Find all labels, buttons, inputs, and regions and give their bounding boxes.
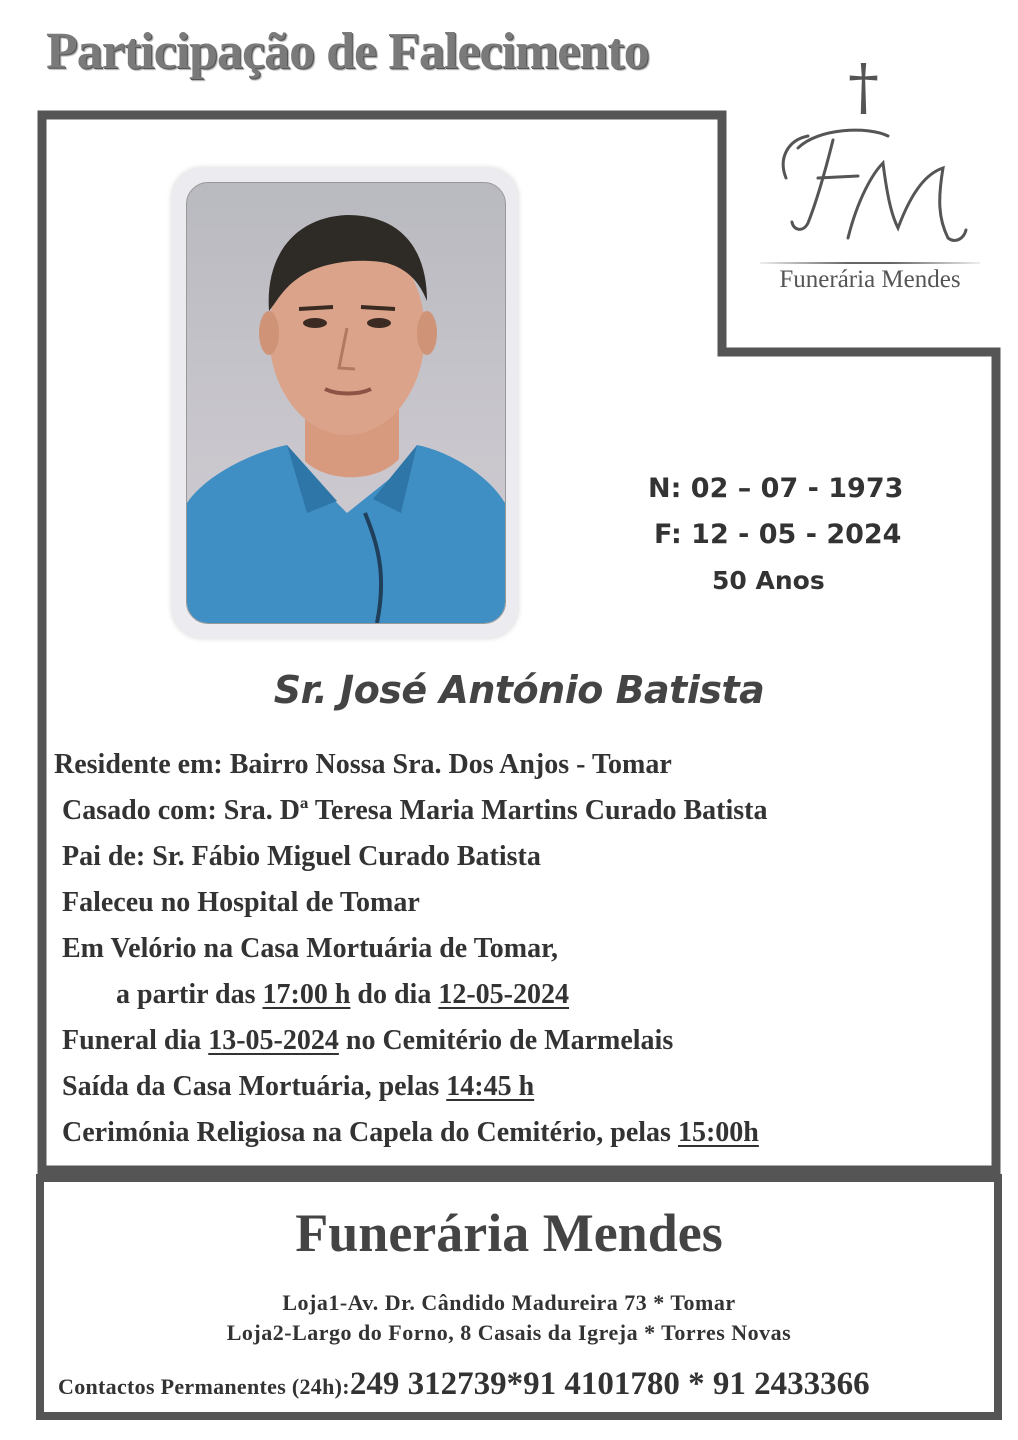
funeral-line (54, 1018, 768, 1064)
child-line: Pai de: Sr. Fábio Miguel Curado Batista (62, 841, 541, 872)
wake-date: 12-05-2024 (438, 979, 569, 1010)
ceremony-prefix: Cerimónia Religiosa na Capela do Cemitério, pelas (62, 1117, 678, 1148)
residence-line: Residente em: Bairro Nossa Sra. Dos Anjos - Tomar (54, 749, 672, 780)
spouse-line: Casado com: Sra. Dª Teresa Maria Martins Curado Batista (62, 795, 768, 826)
shop1-address: Loja1-Av. Dr. Cândido Madureira 73 * Tomar (282, 1290, 736, 1315)
wake-time-line (54, 972, 768, 1018)
age: 50 Anos (712, 566, 825, 595)
cross-icon: † (848, 50, 879, 123)
wake-time: 17:00 h (262, 979, 351, 1010)
death-date: F: 12 - 05 - 2024 (654, 519, 902, 550)
ceremony-time: 15:00h (677, 1117, 759, 1148)
contacts-label: Contactos Permanentes (24h): (58, 1374, 350, 1399)
deceased-name: Sr. José António Batista (273, 668, 765, 712)
birth-date: N: 02 – 07 - 1973 (648, 473, 904, 504)
portrait-photo (186, 182, 506, 624)
funeral-date: 13-05-2024 (208, 1025, 339, 1056)
logo-divider (760, 262, 980, 264)
funeral-prefix: Funeral dia (62, 1025, 209, 1056)
departure-time: 14:45 h (446, 1071, 535, 1102)
funeral-suffix: no Cemitério de Marmelais (338, 1025, 674, 1056)
wake-line: Em Velório na Casa Mortuária de Tomar, (62, 933, 558, 964)
wake-day-prefix: do dia (350, 979, 439, 1010)
departure-prefix: Saída da Casa Mortuária, pelas (62, 1071, 447, 1102)
departure-line (54, 1064, 768, 1110)
ceremony-line (54, 1110, 768, 1156)
died-at-line: Faleceu no Hospital de Tomar (62, 887, 420, 918)
page-title: Participação de Falecimento (46, 23, 649, 80)
logo-name: Funerária Mendes (779, 266, 961, 293)
contacts-numbers: 249 312739*91 4101780 * 91 2433366 (349, 1366, 870, 1402)
contacts-line (58, 1366, 870, 1403)
footer-title: Funerária Mendes (295, 1203, 723, 1263)
wake-from-prefix: a partir das (116, 979, 263, 1010)
dates-block (620, 466, 920, 604)
details-block (54, 742, 768, 1156)
fm-monogram-logo (778, 118, 978, 258)
shop2-address: Loja2-Largo do Forno, 8 Casais da Igreja * Torres Novas (226, 1320, 792, 1345)
